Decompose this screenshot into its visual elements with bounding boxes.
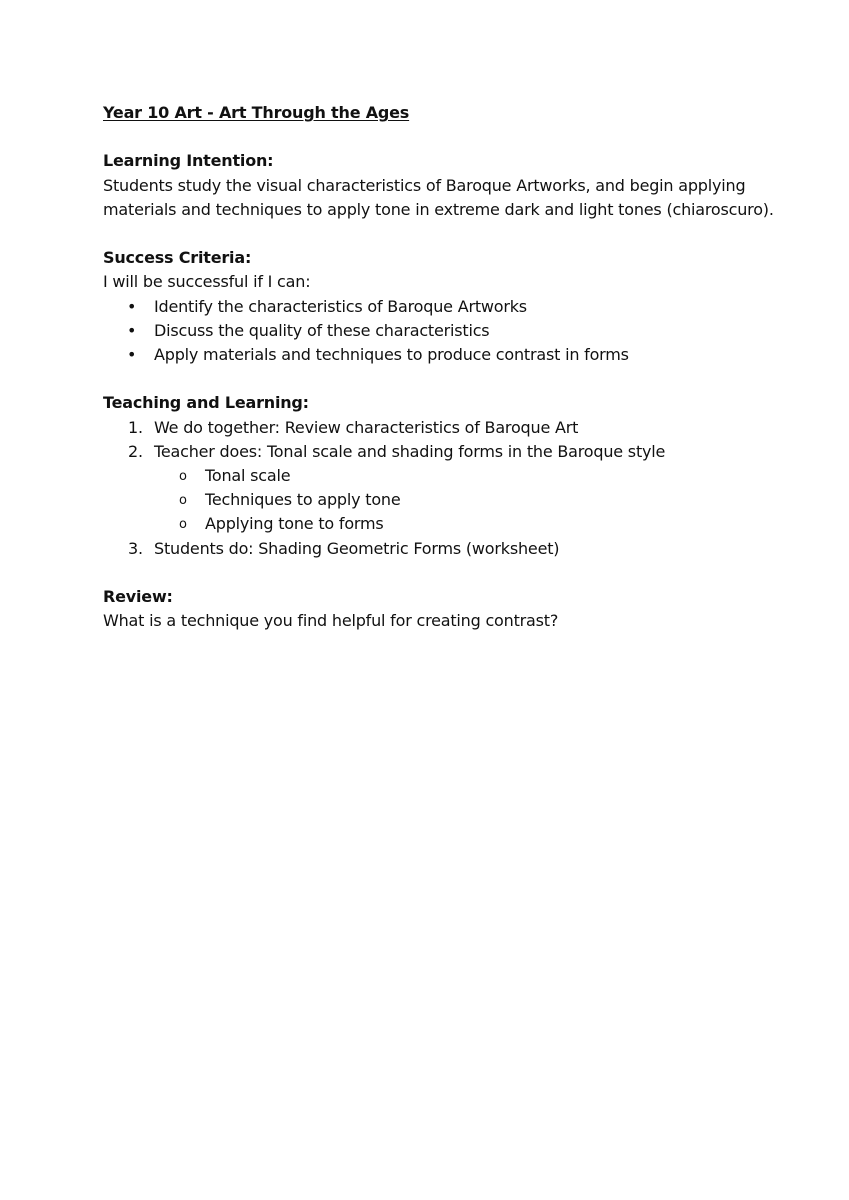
circle-bullet-icon: o — [179, 469, 187, 484]
step-item — [103, 537, 783, 561]
step-number: 1. — [128, 417, 143, 437]
step-text: Students do: Shading Geometric Forms (worksheet) — [154, 538, 560, 558]
spacer — [103, 561, 783, 585]
spacer — [103, 367, 783, 391]
list-item — [103, 295, 783, 319]
spacer — [103, 222, 783, 246]
step-text: We do together: Review characteristics of Baroque Art — [154, 417, 579, 437]
bullet-icon: • — [127, 345, 137, 364]
teaching-learning-section — [103, 391, 783, 560]
step-number: 2. — [128, 441, 143, 461]
sub-item — [154, 464, 783, 488]
sub-item — [154, 512, 783, 536]
success-criteria-list — [103, 295, 783, 368]
step-text: Teacher does: Tonal scale and shading forms in the Baroque style — [154, 441, 666, 461]
success-criteria-section — [103, 246, 783, 367]
learning-intention-heading: Learning Intention: — [103, 151, 274, 171]
list-item — [103, 319, 783, 343]
learning-intention-section — [103, 149, 783, 222]
success-criteria-heading: Success Criteria: — [103, 248, 252, 268]
review-heading: Review: — [103, 587, 173, 606]
sub-item-text: Techniques to apply tone — [205, 490, 401, 510]
list-item-text: Apply materials and techniques to produce contrast in forms — [154, 345, 629, 364]
sub-item — [154, 488, 783, 512]
success-criteria-intro: I will be successful if I can: — [103, 272, 311, 292]
learning-intention-text: Students study the visual characteristics of Baroque Artworks, and begin applying materials and techniques to apply tone in extreme dark and light tones (chiaroscuro). — [103, 175, 774, 219]
sub-item-text: Applying tone to forms — [205, 514, 384, 534]
review-question: What is a technique you find helpful for creating contrast? — [103, 611, 559, 631]
document-content — [103, 101, 783, 633]
document-title: Year 10 Art - Art Through the Ages — [103, 103, 410, 122]
step-subitems — [154, 464, 783, 537]
list-item-text: Discuss the quality of these characteristics — [154, 320, 490, 340]
step-number: 3. — [128, 538, 143, 558]
review-section — [103, 585, 783, 633]
step-item — [103, 416, 783, 440]
circle-bullet-icon: o — [179, 517, 187, 533]
bullet-icon: • — [127, 320, 137, 340]
circle-bullet-icon: o — [179, 493, 187, 509]
list-item-text: Identify the characteristics of Baroque Artworks — [154, 296, 527, 316]
bullet-icon: • — [127, 296, 137, 316]
teaching-learning-heading: Teaching and Learning: — [103, 393, 309, 413]
list-item — [103, 343, 783, 367]
spacer — [103, 125, 783, 149]
teaching-learning-steps — [103, 416, 783, 561]
step-item — [103, 440, 783, 537]
sub-item-text: Tonal scale — [205, 466, 291, 485]
